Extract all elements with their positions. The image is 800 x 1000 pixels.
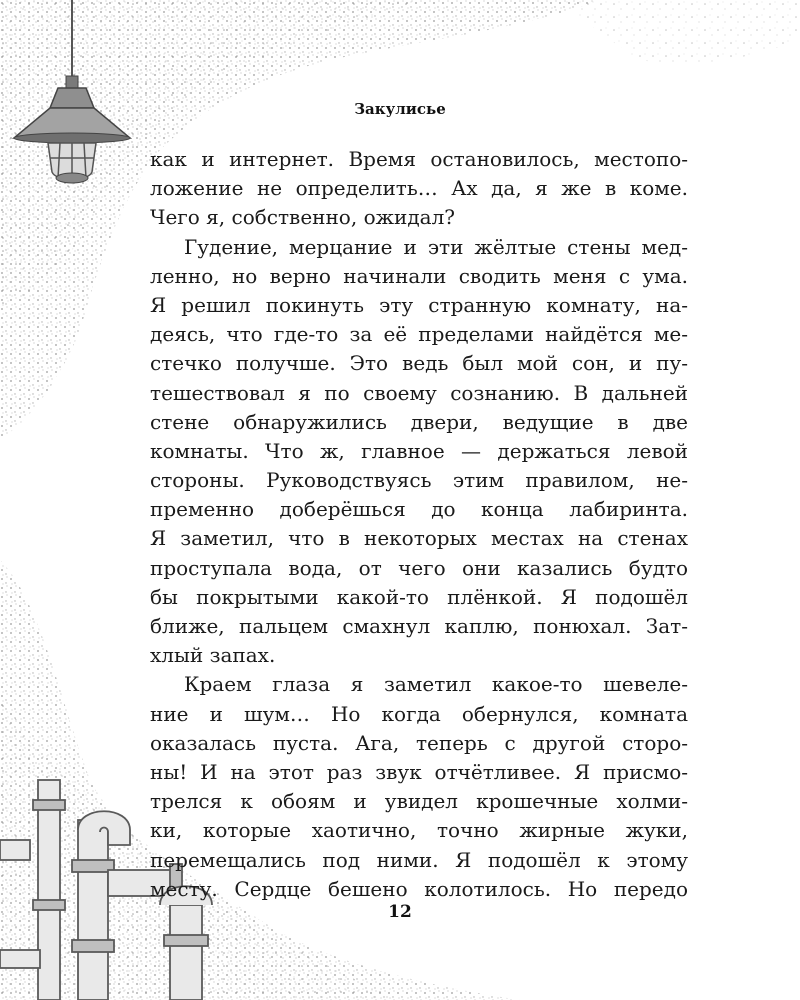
text-line: хлый запах. (150, 643, 276, 668)
text-line: ны! И на этот раз звук отчётливее. Я присмо- (150, 759, 688, 784)
text-line: Краем глаза я заметил какое-то шевеле- (184, 672, 688, 697)
text-line: Я решил покинуть эту странную комнату, на- (150, 292, 688, 317)
text-line: Чего я, собственно, ожидал? (150, 205, 455, 230)
text-line: бы покрытыми какой-то плёнкой. Я подошёл (150, 584, 688, 609)
text-line: трелся к обоям и увидел крошечные холми- (150, 789, 688, 814)
text-line: оказалась пуста. Ага, теперь с другой сторо- (150, 730, 688, 755)
page-number: 12 (388, 902, 412, 922)
text-line: перемещались под ними. Я подошёл к этому (150, 847, 688, 872)
text-line: стечко получше. Это ведь был мой сон, и пу- (150, 351, 688, 376)
body-text (150, 145, 688, 904)
text-line: комнаты. Что ж, главное — держаться левой (150, 438, 688, 463)
running-title: Закулисье (354, 100, 446, 118)
text-line: как и интернет. Время остановилось, местопо- (150, 147, 688, 171)
text-line: Я заметил, что в некоторых местах на стенах (150, 526, 688, 551)
text-line: ние и шум… Но когда обернулся, комната (150, 701, 688, 726)
text-line: проступала вода, от чего они казались будто (150, 555, 688, 580)
text-line: ки, которые хаотично, точно жирные жуки, (150, 818, 688, 843)
text-line: ленно, но верно начинали сводить меня с ума. (150, 263, 688, 288)
text-line: месту. Сердце бешено колотилось. Но передо (150, 876, 688, 901)
text-line: стороны. Руководствуясь этим правилом, не- (150, 468, 688, 493)
text-line: стене обнаружились двери, ведущие в две (150, 409, 688, 434)
text-line: тешествовал я по своему сознанию. В дальней (150, 380, 688, 405)
text-line: Гудение, мерцание и эти жёлтые стены мед- (184, 234, 688, 259)
text-line: деясь, что где-то за её пределами найдётся ме- (150, 322, 688, 347)
text-line: пременно доберёшься до конца лабиринта. (150, 497, 688, 522)
text-line: ложение не определить… Ах да, я же в коме. (150, 176, 688, 201)
text-line: ближе, пальцем смахнул каплю, понюхал. Зат- (150, 614, 688, 638)
